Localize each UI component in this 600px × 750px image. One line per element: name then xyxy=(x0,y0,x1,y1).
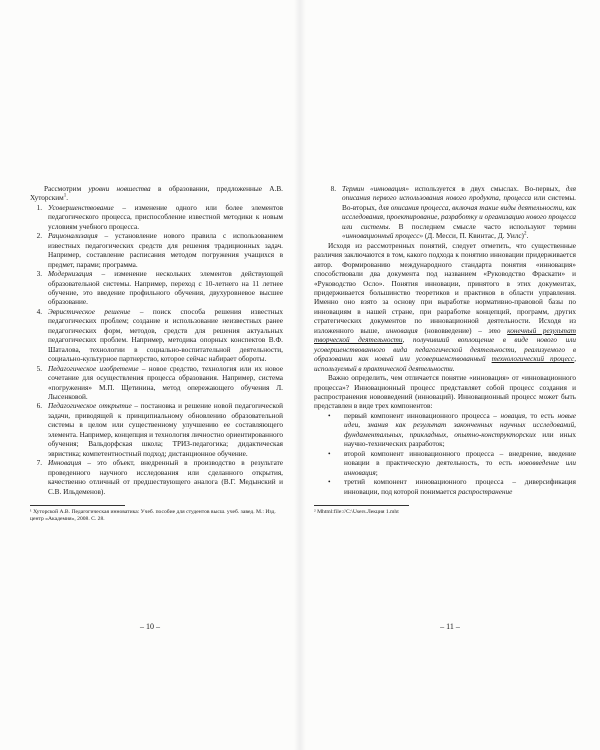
item-definition: – новое средство, технология или их новое сочетание для осуществления процесса образования. Например, система «погружения» М.П. Щетинина, метод опережающего обучения Л. Лысенковой. xyxy=(48,364,283,401)
footnote-2: ² Mhtml:file://C:\Users.Лекция 1.mht xyxy=(314,508,399,515)
item-number: 2. xyxy=(36,232,42,241)
bullet-item xyxy=(328,412,576,450)
item-definition: – это объект, внедренный в производство в результате проведенного научного исследования или сделанного открытия, качественно отличный от предшествующего аналога (В.Г. Медынский и С.В. Ильдеменов). xyxy=(48,459,283,496)
item-number: 8. xyxy=(330,185,336,193)
item-definition: – поиск способа решения известных педагогических проблем; создание и использование неизвестных ранее педагогических форм, методов, средств для решения актуальных педагогических проблем. Например, методика опорных конспектов В.Ф. Шаталова, технологии в социально-воспитательной деятельности, социально-культурное партнерство, которое сейчас набирает обороты. xyxy=(48,307,283,364)
text-run: технологический процесс xyxy=(491,355,575,364)
item-definition: – изменение нескольких элементов действующей образовательной системы. Например, переход с 10-летнего на 11 летнее обучение, это введение профильного обучения, двухуровневое высшее образование. xyxy=(48,270,283,307)
text-run: новация xyxy=(500,411,526,420)
bullet-text xyxy=(344,412,576,450)
bullet-icon: • xyxy=(328,478,331,487)
item-definition: – установление нового правила с использованием известных педагогических средств для решения традиционных задач. Например, составление расписания методом погружения учащихся в предмет, парами; программа. xyxy=(48,232,283,269)
bullet-text xyxy=(344,478,576,497)
footnote-ref-1: 1 xyxy=(63,194,67,200)
text-run: , используемый в практической деятельности. xyxy=(314,355,577,373)
intro-term: уровни новшества xyxy=(88,185,151,193)
item-number: 5. xyxy=(36,364,42,373)
item-number: 4. xyxy=(36,307,42,316)
item-definition: – изменение одного или более элементов педагогического процесса, приспособление известной методики к новым условиям учебного процесса. xyxy=(48,203,283,231)
text-run: , то есть xyxy=(525,411,558,420)
text-run: используется в двух смыслах. Во-первых, xyxy=(408,185,566,193)
list-item xyxy=(30,232,283,270)
item-number: 3. xyxy=(36,270,42,279)
text-run: . xyxy=(526,232,529,241)
process-components-list xyxy=(314,412,576,497)
process-paragraph: Важно определить, чем отличается понятие «инновация» от «инновационного процесса»? Инновационный процесс представляет собой процесс создания и распространения нововведений (инноваций). Инновационный процесс может быть представлен в виде трех компонентов: xyxy=(314,374,576,411)
text-run: первый компонент инновационного процесса – xyxy=(344,411,501,420)
item-body xyxy=(48,308,283,365)
bullet-icon: • xyxy=(328,411,331,420)
item-term: Педагогическое изобретение xyxy=(48,364,139,373)
list-item xyxy=(30,204,283,232)
item-term: Рационализация xyxy=(48,232,98,241)
footnote-divider xyxy=(314,505,409,506)
item-definition: – постановка и решение новой педагогической задачи, приводящей к принципиальному обновлению образовательной системы в целом или существенному улучшению ее составляющего элемента. Например, концепция и технология личностно ориентированного обучения; Вальдорфская школа; ТРИЗ-педагогика; дидактическая эвристика; компетентностный подход; дистанционное обучение. xyxy=(48,402,283,458)
bullet-item xyxy=(328,478,576,497)
intro-author: в образовании, предложенные А.В. Хуторским xyxy=(30,185,283,203)
page-right xyxy=(300,0,600,750)
bullet-text xyxy=(344,450,576,478)
text-run: второй компонент инновационного процесса – внедрение, введение новации в практическую деятельность, то есть xyxy=(344,449,576,468)
item-body xyxy=(48,365,283,403)
text-run: ; xyxy=(375,468,378,477)
list-item xyxy=(30,365,283,403)
footnote-ref: 2 xyxy=(523,231,527,237)
item-term: Педагогическое открытие xyxy=(48,402,132,411)
intro-end: . xyxy=(66,194,69,203)
text-run: или иных научно-технических разработок; xyxy=(344,430,576,449)
page-number-left: – 10 – xyxy=(140,622,160,631)
text-run: , получивший воплощение в виде нового или усовершенствованного вида педагогической деятельности, реализуемого в образовании как новый или усовершенствованный xyxy=(314,336,577,364)
list-item xyxy=(30,402,283,459)
text-run: для описания первого использования нового продукта, процесса xyxy=(342,185,576,203)
text-run: (нововведение) xyxy=(417,326,479,335)
text-run: или системы. Во-вторых, xyxy=(342,194,576,212)
item-body xyxy=(48,459,283,497)
bullet-icon: • xyxy=(328,449,331,458)
intro-text: Рассмотрим xyxy=(44,185,89,193)
item-term: Усовершенствование xyxy=(48,203,114,212)
text-run: (Д. Месси, П. Квинтас, Д. Уилс) xyxy=(423,232,524,241)
item-body xyxy=(48,270,283,308)
item-body xyxy=(48,204,283,232)
text-run: распространение xyxy=(458,487,513,496)
list-item xyxy=(30,270,283,308)
list-item-8 xyxy=(314,185,576,242)
item-term: Модернизация xyxy=(48,270,93,279)
text-run: – это xyxy=(478,326,508,335)
text-run: Термин «инновация» xyxy=(342,185,409,193)
item-body xyxy=(48,232,283,270)
list-item xyxy=(30,308,283,365)
text-run: нововведение или инновация xyxy=(344,459,576,477)
text-run: Исходя из рассмотренных понятий, следует отметить, что существенные различия заключаются в том, какого подхода к понятию инновации придерживается автор. Формированию международного стандарта понятия «инновация» способствовали два документа под названием «Руководство Фраскати» и «Руководство Осло». Понятия инновации, принятого в этих документах, придерживается большинство теоретиков и практиков в области управления. Именно оно взято за основу при выработке нормативно-правовой базы по инновациям в нашей стране, при разработке концепций, программ, других стратегических документов по инновационной деятельности. Исходя из изложенного выше, xyxy=(314,241,576,335)
item-term: Инновация xyxy=(48,459,82,468)
definition-paragraph xyxy=(314,242,576,374)
intro-paragraph xyxy=(30,185,283,204)
text-run: инновация xyxy=(385,326,418,335)
item-term: Эвристическое решение xyxy=(48,307,131,316)
page-number-right: – 11 – xyxy=(440,622,460,631)
text-run: для описания процесса, включая такие виды деятельности, как исследования, проектирование, разработку и организацию нового процесса или системы. xyxy=(342,203,577,231)
text-run: «инновационный процесс» xyxy=(342,232,424,241)
text-run: конечный результат творческой деятельности xyxy=(314,326,576,345)
bullet-item xyxy=(328,450,576,478)
item-body xyxy=(342,185,576,242)
item-body xyxy=(48,402,283,459)
footnote-1: ¹ Хуторской А.В. Педагогическая инноватика: Учеб. пособие для студентов высш. учеб. завед. М.: Изд. центр «Академия», 2008. С. 28. xyxy=(30,508,276,523)
innovation-levels-list xyxy=(30,204,283,497)
item-number: 7. xyxy=(36,459,42,468)
text-run: новые идеи, знания как результат законченных научных исследований, фундаментальных, прикладных, опытно-конструкторских xyxy=(344,411,576,439)
footnote-divider xyxy=(30,505,125,506)
item-number: 1. xyxy=(36,203,42,212)
text-run: В последнем смысле часто используют термин xyxy=(390,222,576,231)
list-item xyxy=(30,459,283,497)
text-run: третий компонент инновационного процесса – диверсификация инновации, под которой понимается xyxy=(344,478,576,496)
item-number: 6. xyxy=(36,402,42,411)
